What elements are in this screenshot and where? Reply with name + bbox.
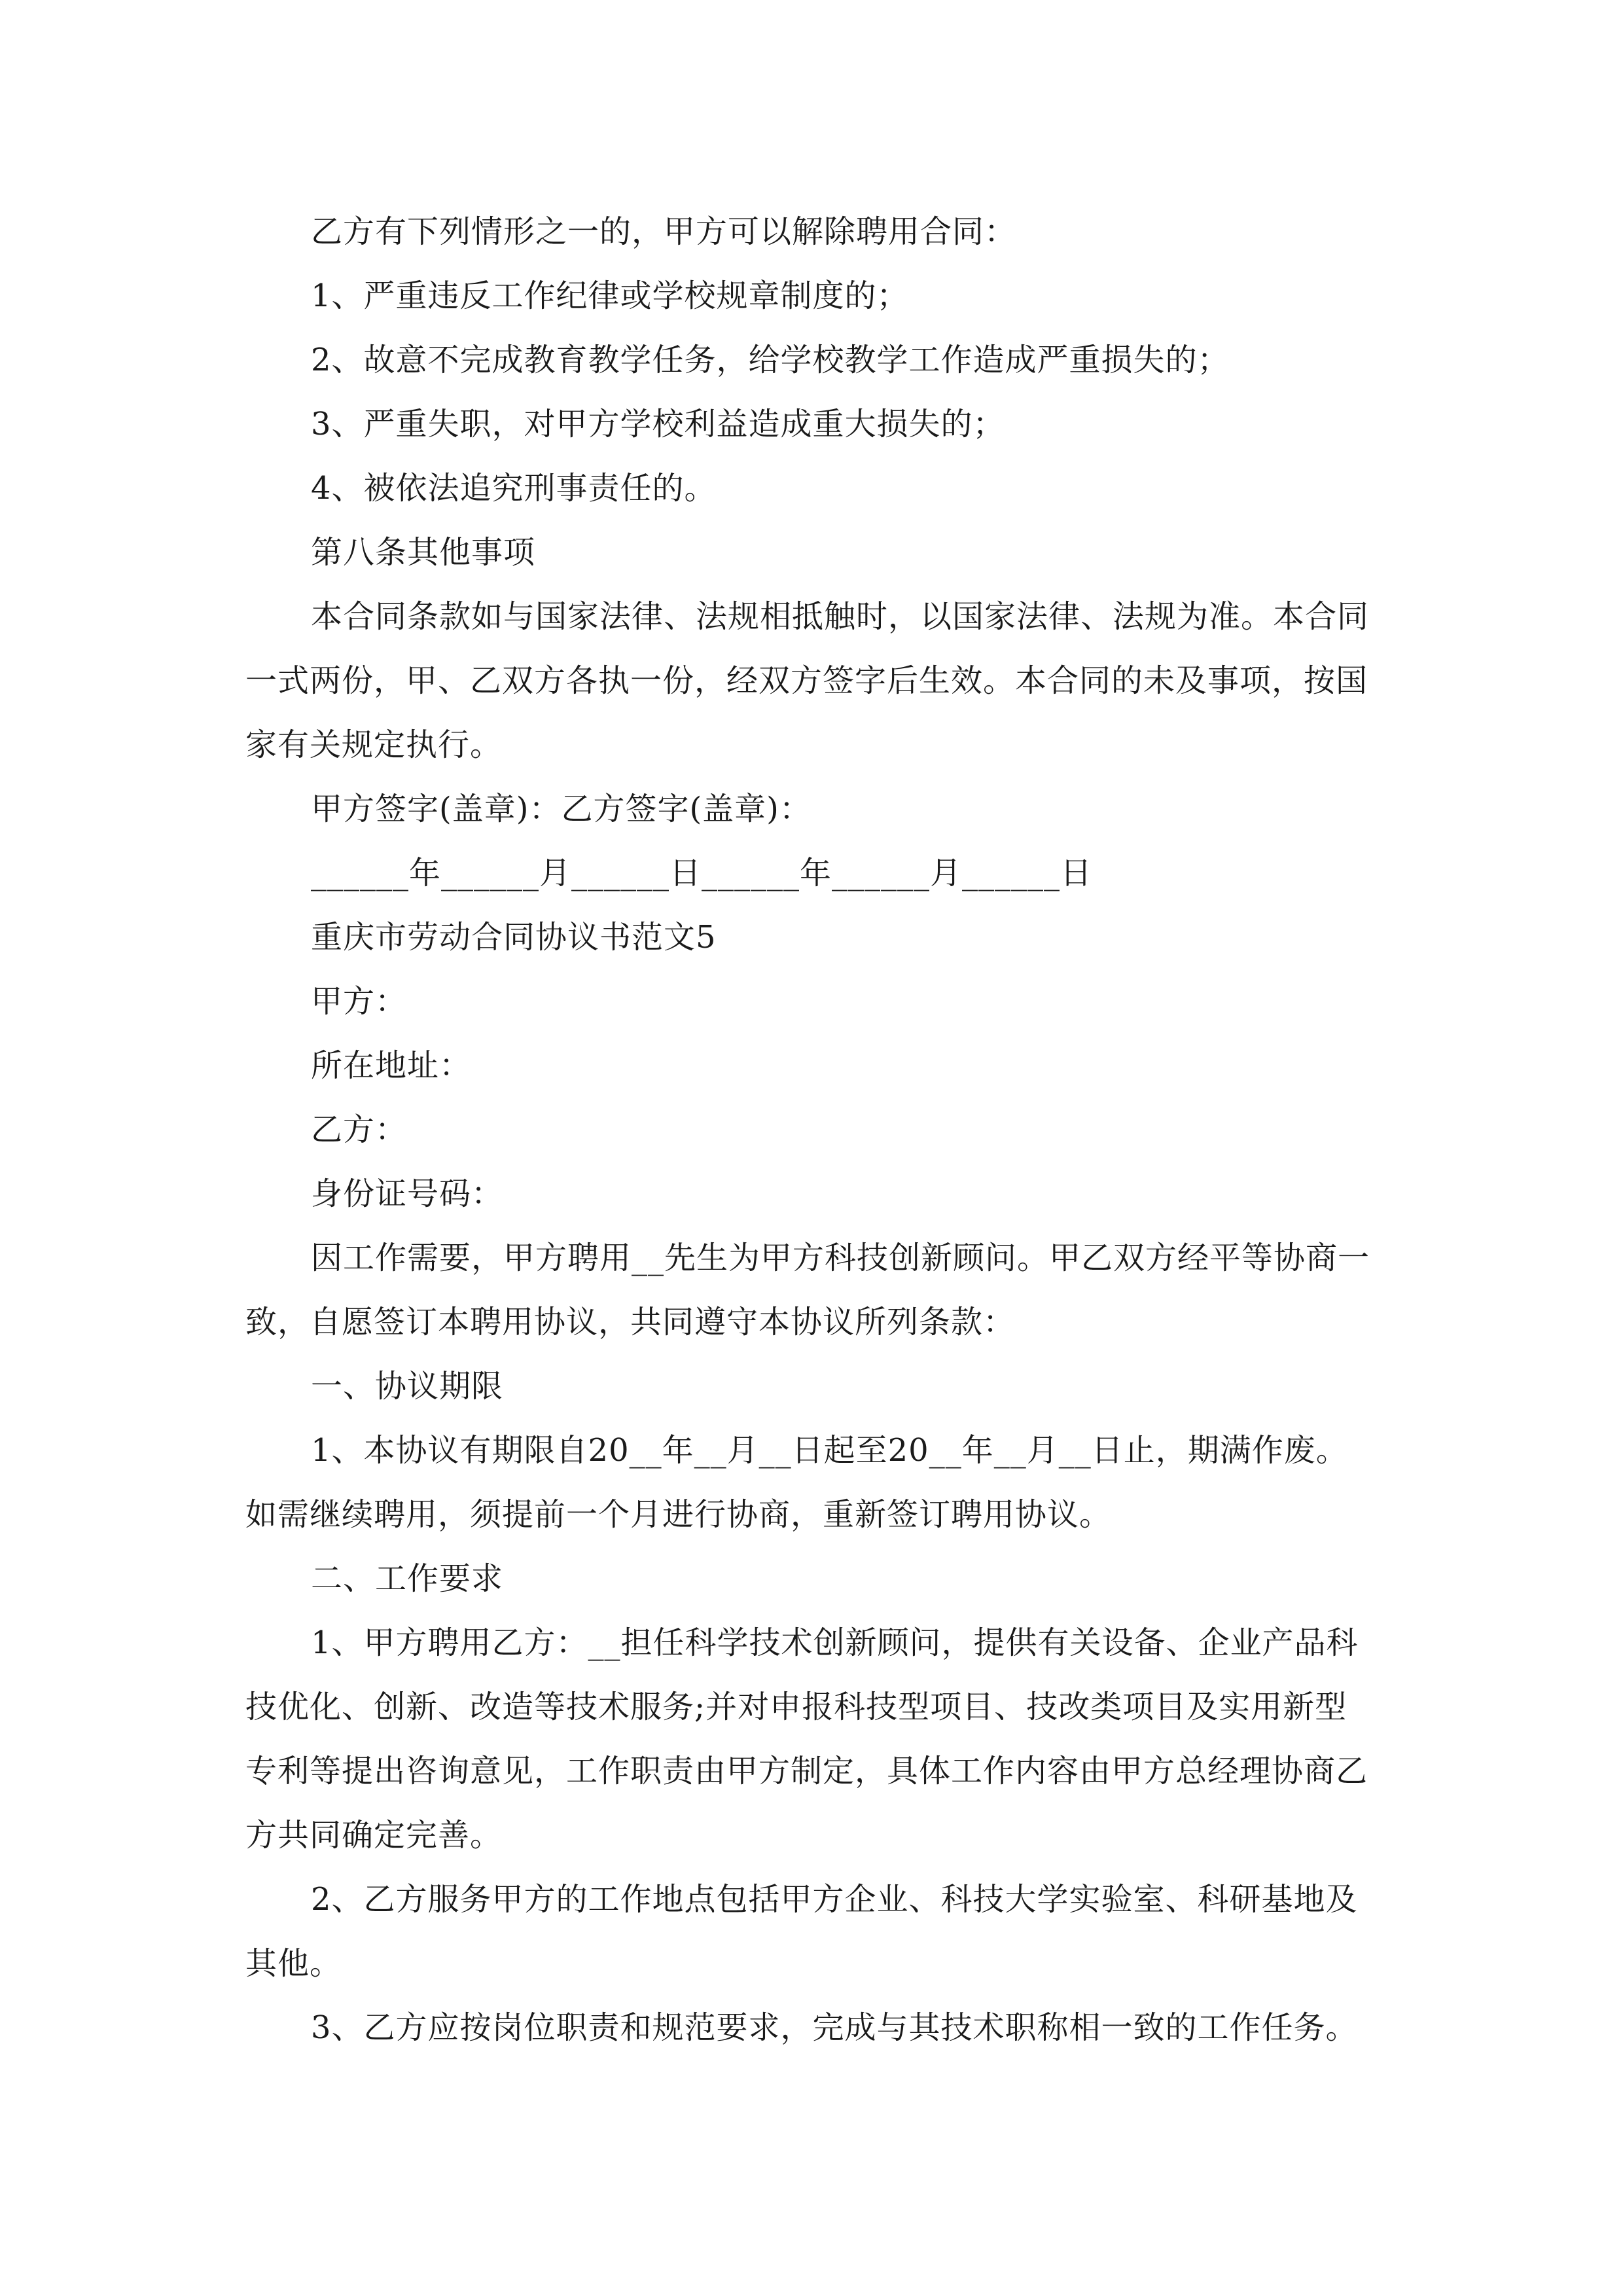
paragraph-term-1: 1、本协议有期限自20__年__月__日起至20__年__月__日止，期满作废。如需继续聘用，须提前一个月进行协商，重新签订聘用协议。 [245, 1432, 1348, 1533]
heading-term: 一、协议期限 [311, 1368, 504, 1405]
signature-line: 甲方签字(盖章)：乙方签字(盖章)： [311, 791, 812, 827]
paragraph-termination-item-1: 1、严重违反工作纪律或学校规章制度的； [311, 278, 909, 314]
field-id-number: 身份证号码： [311, 1175, 504, 1212]
paragraph-termination-item-2: 2、故意不完成教育教学任务，给学校教学工作造成严重损失的； [311, 342, 1230, 378]
paragraph-requirement-3: 3、乙方应按岗位职责和规范要求，完成与其技术职称相一致的工作任务。 [311, 2009, 1358, 2046]
date-line: ______年______月______日______年______月______日 [311, 855, 1093, 891]
paragraph-preamble: 因工作需要，甲方聘用__先生为甲方科技创新顾问。甲乙双方经平等协商一致，自愿签订本聘用协议，共同遵守本协议所列条款： [245, 1240, 1370, 1340]
paragraph-termination-intro: 乙方有下列情形之一的，甲方可以解除聘用合同： [311, 213, 1017, 250]
field-address: 所在地址： [311, 1047, 472, 1084]
document-page [245, 200, 1378, 2060]
heading-work-requirements: 二、工作要求 [311, 1560, 504, 1597]
paragraph-termination-item-3: 3、严重失职，对甲方学校利益造成重大损失的； [311, 406, 1005, 442]
field-party-a: 甲方： [311, 983, 408, 1020]
field-party-b: 乙方： [311, 1111, 408, 1148]
heading-article-8: 第八条其他事项 [311, 534, 536, 571]
heading-sample-5: 重庆市劳动合同协议书范文5 [311, 919, 717, 956]
paragraph-termination-item-4: 4、被依法追究刑事责任的。 [311, 470, 717, 507]
paragraph-requirement-2: 2、乙方服务甲方的工作地点包括甲方企业、科技大学实验室、科研基地及其他。 [245, 1881, 1358, 1982]
paragraph-requirement-1: 1、甲方聘用乙方：__担任科学技术创新顾问，提供有关设备、企业产品科技优化、创新、改造等技术服务;并对申报科技型项目、技改类项目及实用新型专利等提出咨询意见，工作职责由甲方制定，具体工作内容由甲方总经理协商乙方共同确定完善。 [245, 1624, 1368, 1854]
paragraph-other-matters: 本合同条款如与国家法律、法规相抵触时，以国家法律、法规为准。本合同一式两份，甲、乙双方各执一份，经双方签字后生效。本合同的未及事项，按国家有关规定执行。 [245, 598, 1370, 763]
